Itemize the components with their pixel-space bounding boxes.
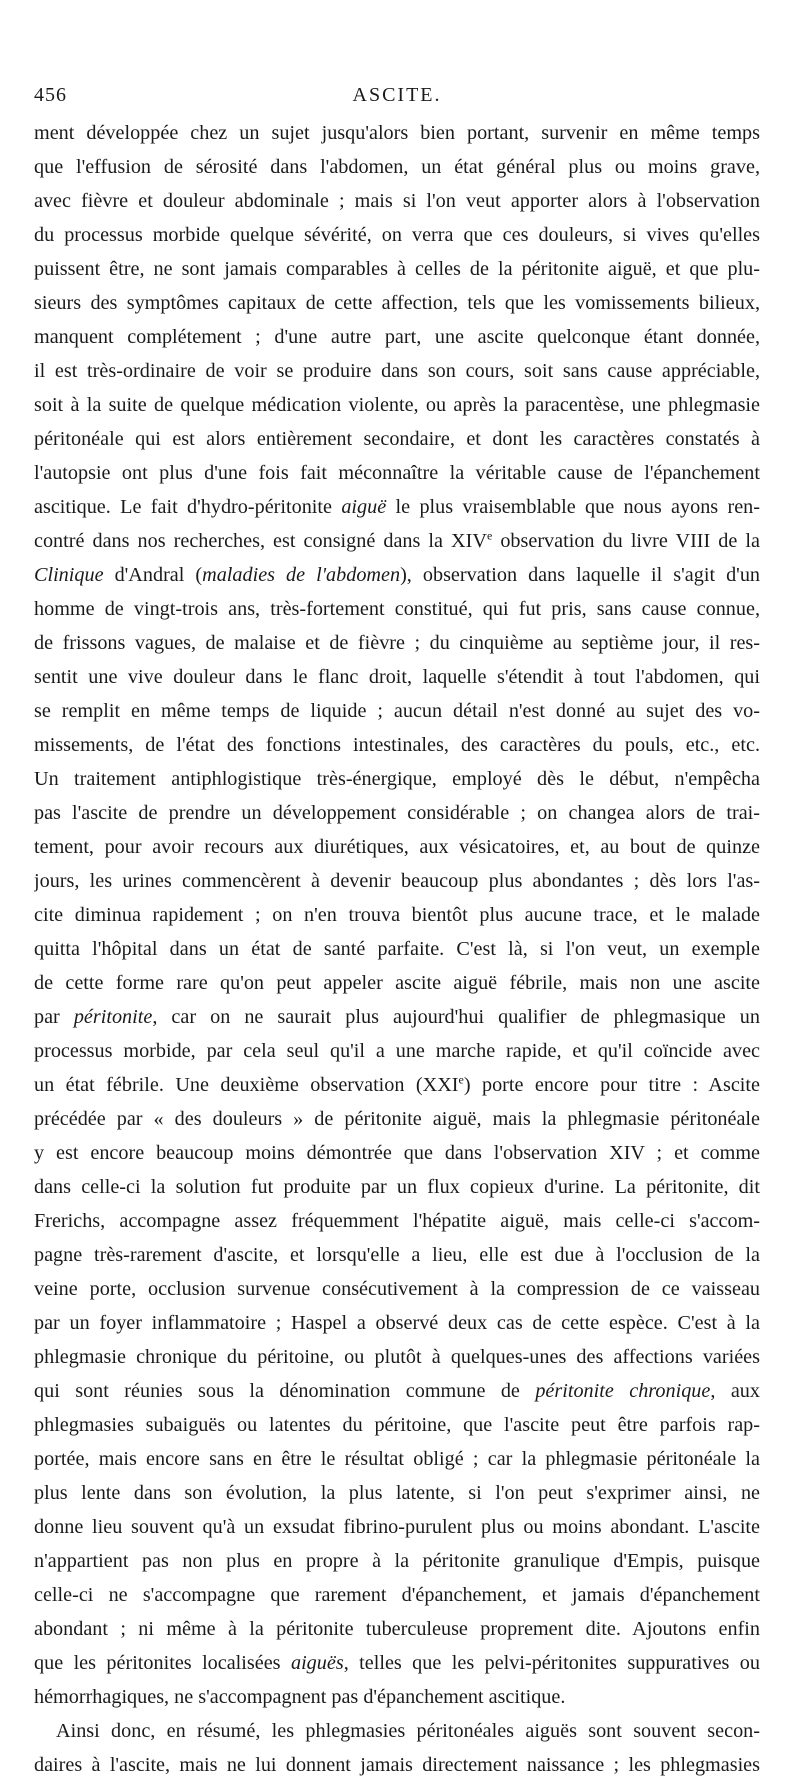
text-line: de cette forme rare qu'on peut appeler ascite aiguë fébrile, mais non une ascite: [34, 972, 760, 994]
text-line: ment développée chez un sujet jusqu'alors bien portant, survenir en même temps: [34, 122, 760, 144]
text-line: [34, 1068, 760, 1102]
text-line: homme de vingt-trois ans, très-fortement constitué, qui fut pris, sans cause connue,: [34, 598, 760, 620]
page-number: 456: [34, 84, 67, 106]
text-line: pagne très-rarement d'ascite, et lorsqu'elle a lieu, elle est due à l'occlusion de la: [34, 1244, 760, 1266]
text-line: abondant ; ni même à la péritonite tuberculeuse proprement dite. Ajoutons enfin: [34, 1618, 760, 1640]
text-line: celle-ci ne s'accompagne que rarement d'épanchement, et jamais d'épanchement: [34, 1584, 760, 1606]
text-line: plus lente dans son évolution, la plus latente, si l'on peut s'exprimer ainsi, ne: [34, 1482, 760, 1504]
text-line: [34, 558, 760, 592]
text-line: phlegmasie chronique du péritoine, ou plutôt à quelques-unes des affections variées: [34, 1346, 760, 1368]
text-line: y est encore beaucoup moins démontrée que dans l'observation XIV ; et comme: [34, 1142, 760, 1164]
superscript: e: [486, 528, 493, 543]
page-header: [34, 84, 760, 114]
italic-text: maladies de l'abdomen: [202, 564, 401, 586]
text-line: se remplit en même temps de liquide ; aucun détail n'est donné au sujet des vo-: [34, 700, 760, 722]
text-line: phlegmasies subaiguës ou latentes du péritoine, que l'ascite peut être parfois rap-: [34, 1414, 760, 1436]
text-line: tement, pour avoir recours aux diurétiques, aux vésicatoires, et, au bout de quinze: [34, 836, 760, 858]
text-line: avec fièvre et douleur abdominale ; mais si l'on veut apporter alors à l'observation: [34, 190, 760, 212]
text-line: daires à l'ascite, mais ne lui donnent jamais directement naissance ; les phlegmasies: [34, 1754, 760, 1776]
italic-text: aiguës: [290, 1652, 344, 1674]
text-line: [34, 1646, 760, 1680]
text-line: Ainsi donc, en résumé, les phlegmasies péritonéales aiguës sont souvent secon-: [56, 1720, 760, 1742]
text-line: missements, de l'état des fonctions intestinales, des caractères du pouls, etc., etc.: [34, 734, 760, 756]
text-run: d'Andral (: [103, 564, 203, 586]
text-line: manquent complétement ; d'une autre part, une ascite quelconque étant donnée,: [34, 326, 760, 348]
text-line: n'appartient pas non plus en propre à la péritonite granulique d'Empis, puisque: [34, 1550, 760, 1572]
text-line: sentit une vive douleur dans le flanc droit, laquelle s'étendit à tout l'abdomen, qui: [34, 666, 760, 688]
text-line: dans celle-ci la solution fut produite par un flux copieux d'urine. La péritonite, dit: [34, 1176, 760, 1198]
text-line: Frerichs, accompagne assez fréquemment l'hépatite aiguë, mais celle-ci s'accom-: [34, 1210, 760, 1232]
text-run: ), observation dans laquelle il s'agit d'un: [400, 564, 760, 586]
text-line: portée, mais encore sans en être le résultat obligé ; car la phlegmasie péritonéale la: [34, 1448, 760, 1470]
text-run: , telles que les pelvi-péritonites suppuratives ou: [343, 1652, 760, 1674]
text-line: donne lieu souvent qu'à un exsudat fibrino-purulent plus ou moins abondant. L'ascite: [34, 1516, 760, 1538]
italic-text: aiguë: [341, 496, 387, 518]
text-line: soit à la suite de quelque médication violente, ou après la paracentèse, une phlegmasie: [34, 394, 760, 416]
text-line: sieurs des symptômes capitaux de cette affection, tels que les vomissements bilieux,: [34, 292, 760, 314]
text-run: ) porte encore pour titre : Ascite: [463, 1074, 760, 1096]
italic-text: péritonite: [73, 1006, 153, 1028]
italic-text: Clinique: [34, 564, 104, 586]
text-line: hémorrhagiques, ne s'accompagnent pas d'épanchement ascitique.: [34, 1686, 566, 1708]
running-title: ASCITE.: [352, 84, 442, 106]
body-text: [34, 116, 760, 1782]
text-run: , car on ne saurait plus aujourd'hui qualifier de phlegmasique un: [152, 1006, 760, 1028]
text-line: par un foyer inflammatoire ; Haspel a observé deux cas de cette espèce. C'est à la: [34, 1312, 760, 1334]
text-line: pas l'ascite de prendre un développement considérable ; on changea alors de trai-: [34, 802, 760, 824]
superscript: e: [458, 1072, 464, 1087]
text-line: puissent être, ne sont jamais comparables à celles de la péritonite aiguë, et que plu-: [34, 258, 760, 280]
text-line: de frissons vagues, de malaise et de fièvre ; du cinquième au septième jour, il res-: [34, 632, 760, 654]
text-line: il est très-ordinaire de voir se produire dans son cours, soit sans cause appréciable,: [34, 360, 760, 382]
text-line: précédée par « des douleurs » de péritonite aiguë, mais la phlegmasie péritonéale: [34, 1108, 760, 1130]
text-line: [34, 1000, 760, 1034]
text-run: qui sont réunies sous la dénomination commune de: [34, 1380, 536, 1402]
text-line: du processus morbide quelque sévérité, on verra que ces douleurs, si vives qu'elles: [34, 224, 760, 246]
text-run: par: [34, 1006, 74, 1028]
text-line: [34, 1374, 760, 1408]
text-run: que les péritonites localisées: [34, 1652, 291, 1674]
text-line: [34, 524, 760, 558]
text-run: le plus vraisemblable que nous ayons ren-: [386, 496, 760, 518]
text-line: processus morbide, par cela seul qu'il a une marche rapide, et qu'il coïncide avec: [34, 1040, 760, 1062]
text-line: jours, les urines commencèrent à devenir beaucoup plus abondantes ; dès lors l'as-: [34, 870, 760, 892]
text-line: [34, 490, 760, 524]
text-run: , aux: [710, 1380, 760, 1402]
text-line: quitta l'hôpital dans un état de santé parfaite. C'est là, si l'on veut, un exemple: [34, 938, 760, 960]
text-run: contré dans nos recherches, est consigné dans la XIV: [34, 530, 487, 552]
text-line: l'autopsie ont plus d'une fois fait méconnaître la véritable cause de l'épanchement: [34, 462, 760, 484]
text-line: péritonéale qui est alors entièrement secondaire, et dont les caractères constatés à: [34, 428, 760, 450]
text-run: ascitique. Le fait d'hydro-péritonite: [34, 496, 342, 518]
italic-text: péritonite chronique: [535, 1380, 711, 1402]
text-line: cite diminua rapidement ; on n'en trouva bientôt plus aucune trace, et le malade: [34, 904, 760, 926]
text-line: veine porte, occlusion survenue consécutivement à la compression de ce vaisseau: [34, 1278, 760, 1300]
text-run: un état fébrile. Une deuxième observation (XXI: [34, 1074, 459, 1096]
text-run: observation du livre VIII de la: [492, 530, 760, 552]
text-line: que l'effusion de sérosité dans l'abdomen, un état général plus ou moins grave,: [34, 156, 760, 178]
text-line: Un traitement antiphlogistique très-énergique, employé dès le début, n'empêcha: [34, 768, 760, 790]
